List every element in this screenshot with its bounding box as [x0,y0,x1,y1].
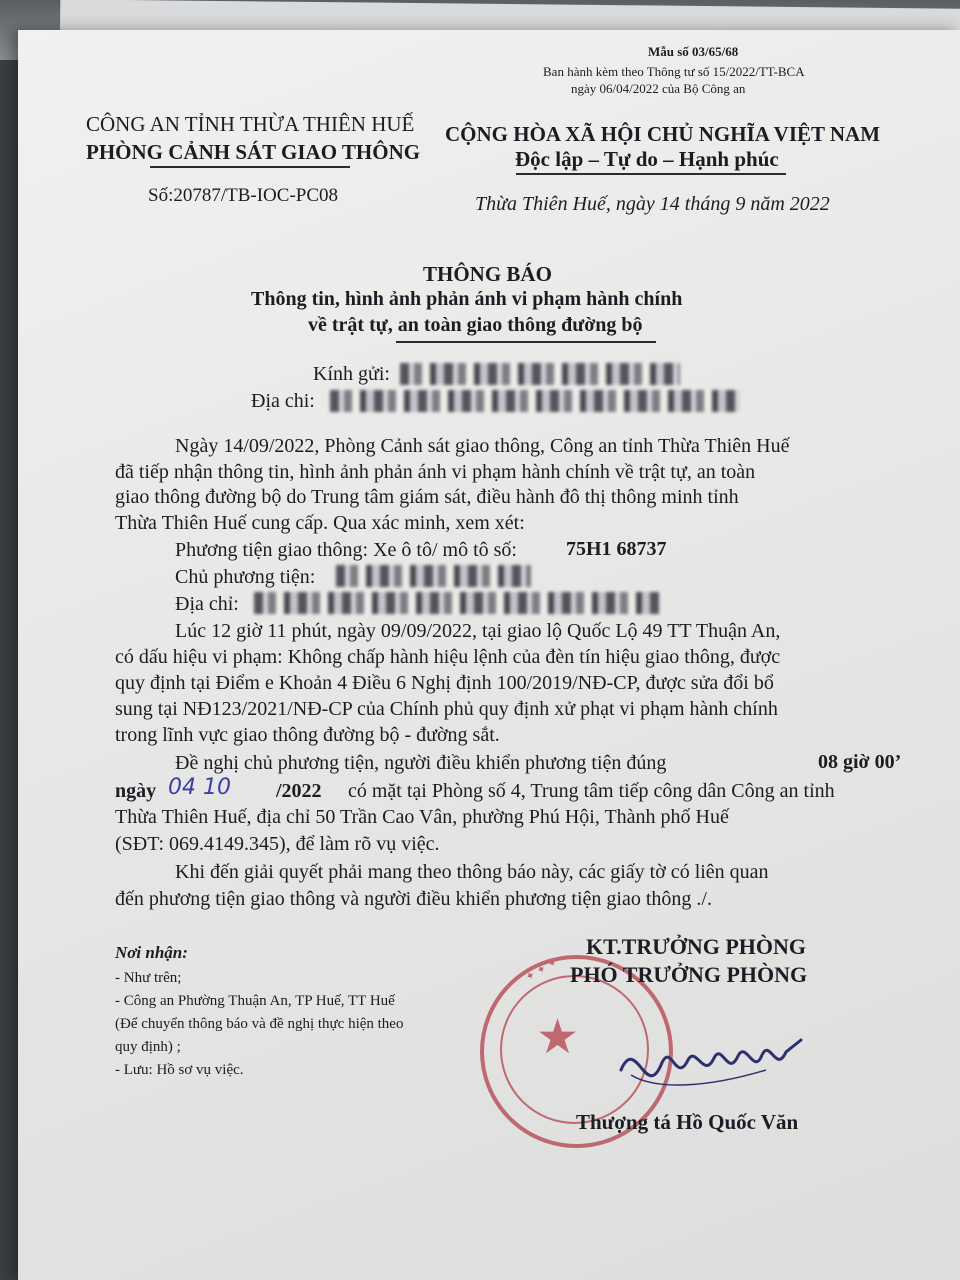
appointment-year: /2022 [276,780,322,802]
notice-subtitle-2: về trật tự, an toàn giao thông đường bộ [308,314,643,336]
signer-role-1: KT.TRƯỞNG PHÒNG [586,934,806,959]
place-and-date: Thừa Thiên Huế, ngày 14 tháng 9 năm 2022 [475,193,830,215]
redacted-owner-address [254,592,659,614]
notice-title: THÔNG BÁO [423,262,552,286]
body-p3-line-4: (SĐT: 069.4149.345), để làm rõ vụ việc. [115,833,440,855]
recipients-list-title: Nơi nhận: [115,943,188,962]
signer-role-2: PHÓ TRƯỞNG PHÒNG [570,962,808,987]
body-p4-line-2: đến phương tiện giao thông và người điều khiển phương tiện giao thông ./. [115,888,712,910]
title-underline [396,341,656,343]
redacted-owner [336,565,531,587]
body-p3-line-2: có mặt tại Phòng số 4, Trung tâm tiếp công dân Công an tỉnh [348,780,835,802]
stamp-ring-mark: ✦ ✦ ✦ [523,955,560,984]
owner-address-label: Địa chỉ: [175,593,239,615]
recipients-item-5: - Lưu: Hồ sơ vụ việc. [115,1062,244,1078]
body-p1-line-3: giao thông đường bộ do Trung tâm giám sát, điều hành đô thị thông minh tỉnh [115,486,739,508]
vehicle-plate: 75H1 68737 [566,538,667,560]
signer-name: Thượng tá Hồ Quốc Văn [576,1110,799,1134]
body-p2-line-1: Lúc 12 giờ 11 phút, ngày 09/09/2022, tại giao lộ Quốc Lộ 49 TT Thuận An, [175,620,781,642]
recipient-address-label: Địa chi: [251,390,315,412]
body-p1-line-4: Thừa Thiên Huế cung cấp. Qua xác minh, xem xét: [115,512,525,534]
form-number: Mẫu số 03/65/68 [648,44,739,59]
body-p1-line-2: đã tiếp nhận thông tin, hình ảnh phản ánh vi phạm hành chính về trật tự, an toàn [115,461,756,483]
body-p4-line-1: Khi đến giải quyết phải mang theo thông báo này, các giấy tờ có liên quan [175,861,769,883]
nation-motto: Độc lập – Tự do – Hạnh phúc [515,147,779,171]
body-p2-line-2: có dấu hiệu vi phạm: Không chấp hành hiệu lệnh của đèn tín hiệu giao thông, được [115,646,781,668]
body-p3-line-1: Đề nghị chủ phương tiện, người điều khiển phương tiện đúng [175,752,667,774]
recipients-item-4: quy định) ; [115,1039,181,1055]
appointment-day-label: ngày [115,780,157,802]
vehicle-label: Phương tiện giao thông: Xe ô tô/ mô tô số: [175,539,517,561]
recipients-item-3: (Để chuyển thông báo và đề nghị thực hiện theo [115,1016,404,1032]
form-issued-line-1: Ban hành kèm theo Thông tư số 15/2022/TT-BCA [543,64,805,79]
handwritten-signature [616,1030,806,1100]
appointment-time: 08 giờ 00’ [818,751,902,773]
star-icon: ★ [536,1011,580,1064]
body-p2-line-4: sung tại NĐ123/2021/NĐ-CP của Chính phủ quy định xử phạt vi phạm hành chính [115,698,778,720]
document-page [18,30,960,1280]
department-name: PHÒNG CẢNH SÁT GIAO THÔNG [86,140,421,164]
agency-name: CÔNG AN TỈNH THỪA THIÊN HUẾ [86,112,415,136]
recipient-label: Kính gửi: [313,363,390,385]
notice-subtitle-1: Thông tin, hình ảnh phản ánh vi phạm hành chính [251,288,683,310]
handwritten-date: 04 10 [168,775,231,800]
redacted-recipient [400,363,680,385]
recipients-item-2: - Công an Phường Thuận An, TP Huế, TT Huế [115,993,395,1009]
nation-name: CỘNG HÒA XÃ HỘI CHỦ NGHĨA VIỆT NAM [445,122,881,146]
recipients-item-1: - Như trên; [115,970,182,986]
body-p2-line-3: quy định tại Điểm e Khoản 4 Điều 6 Nghị định 100/2019/NĐ-CP, được sửa đổi bổ [115,672,774,694]
body-p2-line-5: trong lĩnh vực giao thông đường bộ - đường sắt. [115,724,500,746]
department-underline [150,166,350,168]
body-p1-line-1: Ngày 14/09/2022, Phòng Cảnh sát giao thông, Công an tỉnh Thừa Thiên Huế [175,435,790,457]
redacted-recipient-address [330,390,740,412]
motto-underline [516,173,786,175]
owner-label: Chủ phương tiện: [175,566,316,588]
form-issued-line-2: ngày 06/04/2022 của Bộ Công an [571,81,746,96]
document-number: Số:20787/TB-IOC-PC08 [148,185,339,206]
body-p3-line-3: Thừa Thiên Huế, địa chỉ 50 Trần Cao Vân, phường Phú Hội, Thành phố Huế [115,806,729,828]
